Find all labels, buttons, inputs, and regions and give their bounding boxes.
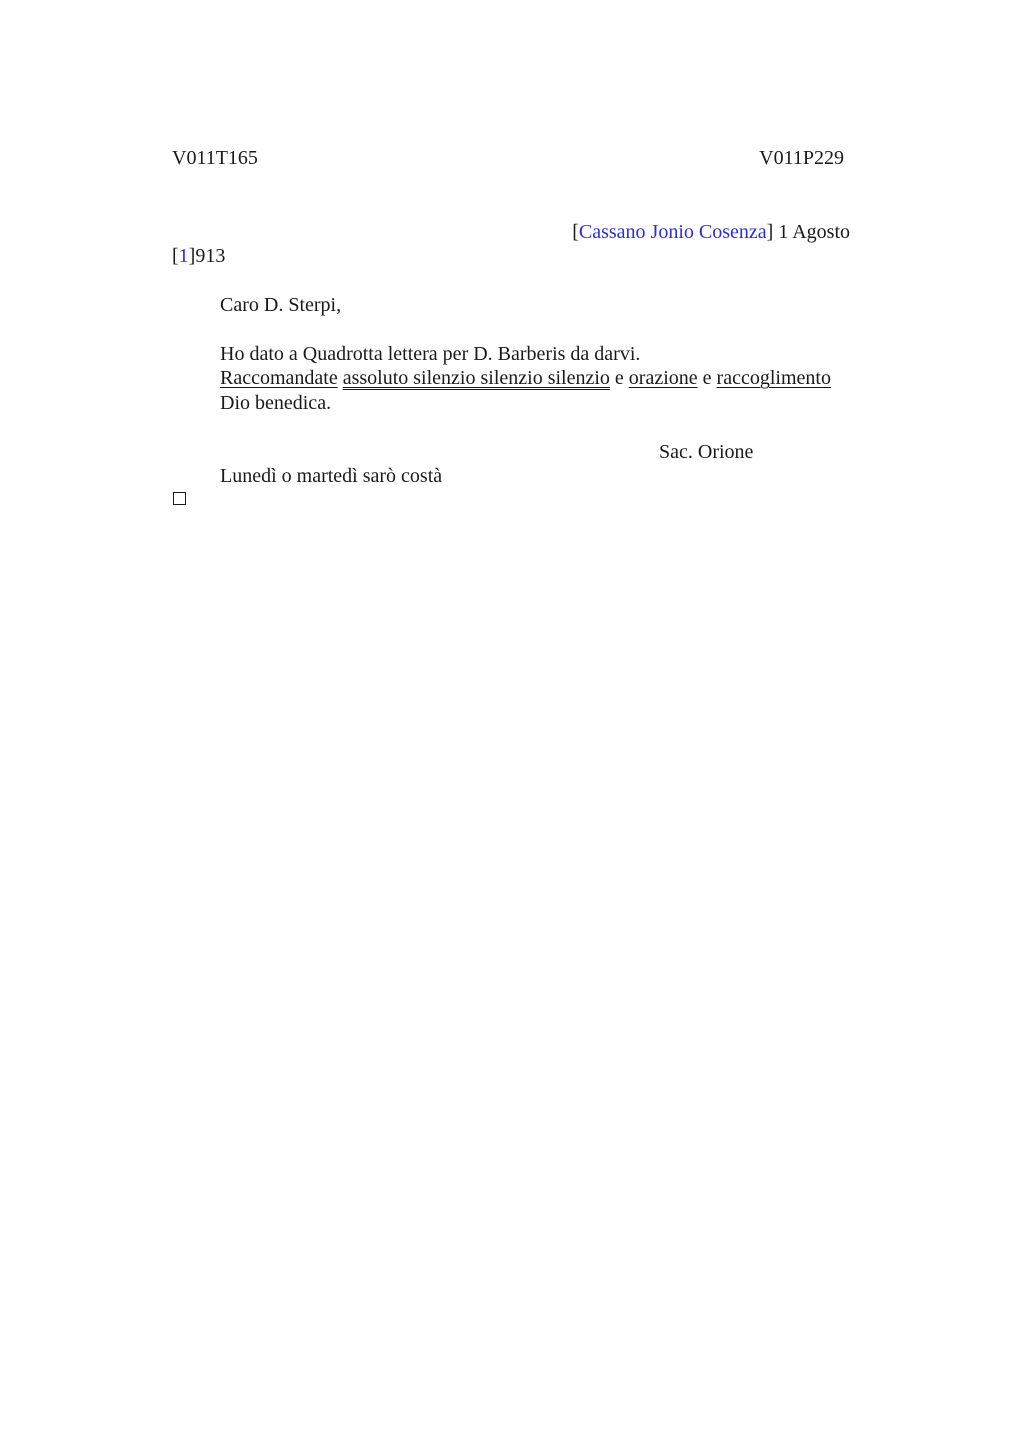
underlined-raccoglimento: raccoglimento <box>716 367 831 389</box>
checkbox-square-icon <box>173 492 186 505</box>
postscript: Lunedì o martedì sarò costà <box>220 465 443 487</box>
salutation: Caro D. Sterpi, <box>220 294 342 316</box>
underlined-raccomandate: Raccomandate <box>220 367 338 389</box>
underlined-orazione: orazione <box>628 367 698 389</box>
letter-line-1: Ho dato a Quadrotta lettera per D. Barberis da darvi. <box>220 343 641 365</box>
dateline-open-bracket: [ <box>572 221 579 243</box>
signature: Sac. Orione <box>659 441 754 463</box>
year-digit-link[interactable]: 1 <box>178 245 189 267</box>
letter-line-3: Dio benedica. <box>220 392 332 414</box>
letter-line-2 <box>220 366 831 390</box>
conjunction-2: e <box>702 367 712 389</box>
double-underlined-silenzio: assoluto silenzio silenzio silenzio <box>342 367 610 389</box>
year-open-bracket: [ <box>172 245 179 267</box>
year-rest: ]913 <box>188 245 226 267</box>
conjunction-1: e <box>614 367 624 389</box>
dateline-place-link[interactable]: Cassano Jonio Cosenza <box>578 221 767 243</box>
dateline-year <box>172 244 225 268</box>
document-code-right: V011P229 <box>759 147 844 169</box>
dateline <box>572 220 850 244</box>
document-code-left: V011T165 <box>172 147 258 169</box>
dateline-date: ] 1 Agosto <box>766 221 850 243</box>
